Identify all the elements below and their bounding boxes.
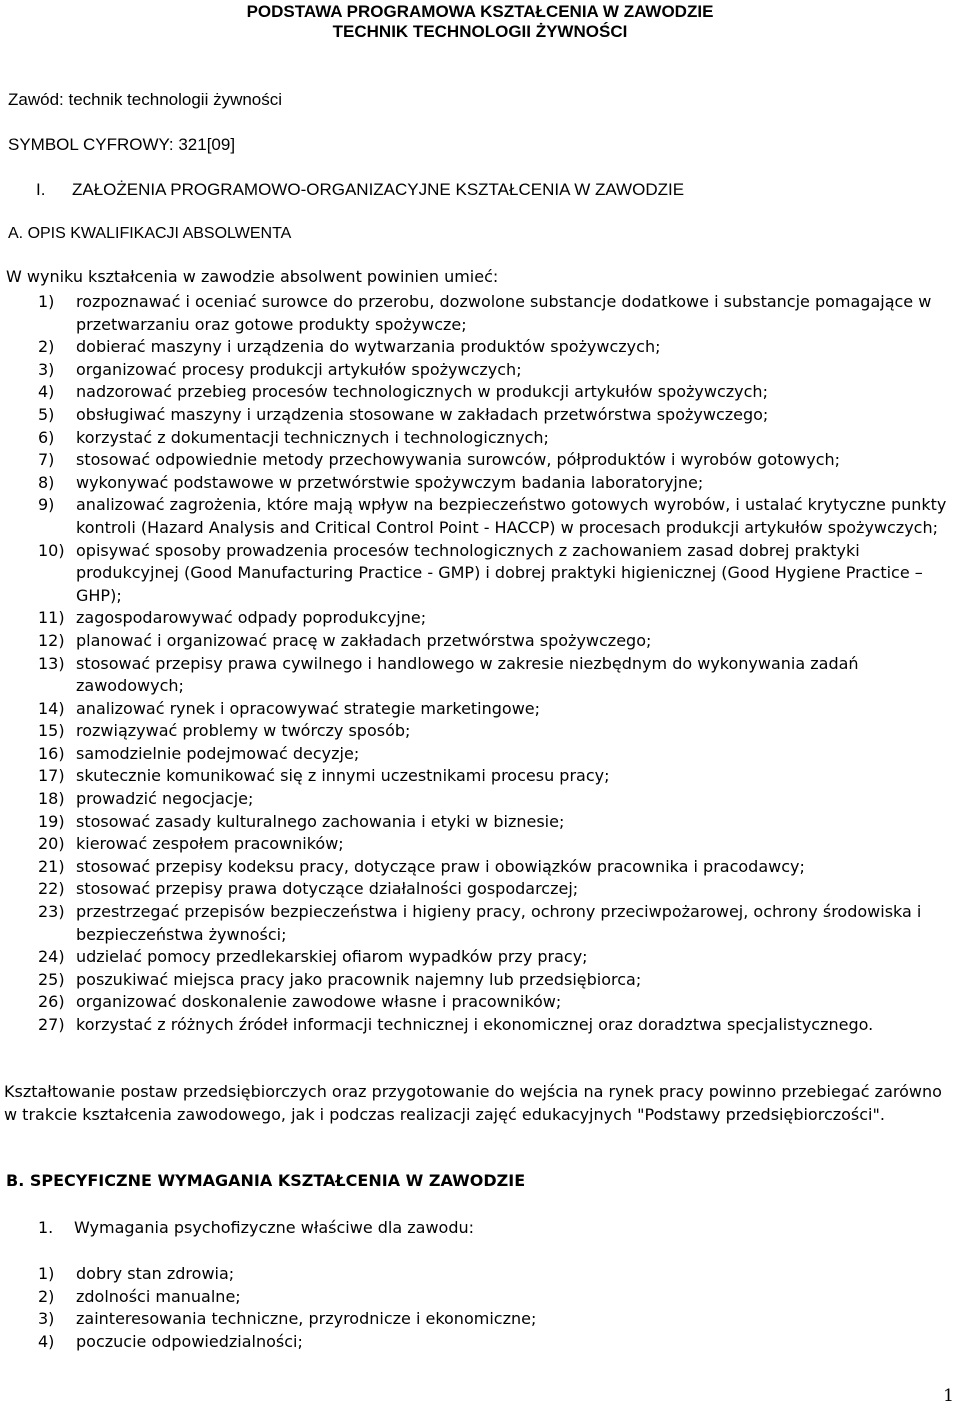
skill-item xyxy=(4,607,958,630)
skill-item xyxy=(4,698,958,721)
skill-item-number: 1) xyxy=(38,292,55,311)
skill-item xyxy=(4,946,958,969)
skill-item-text: korzystać z różnych źródeł informacji technicznej i ekonomicznej oraz doradztwa specjalistycznego. xyxy=(76,1015,874,1034)
skill-item xyxy=(4,472,958,495)
skill-item-text: stosować przepisy prawa cywilnego i handlowego w zakresie niezbędnym do wykonywania zadań zawodowych; xyxy=(76,653,859,696)
section-b-heading: B. SPECYFICZNE WYMAGANIA KSZTAŁCENIA W ZAWODZIE xyxy=(6,1171,526,1190)
skills-intro: W wyniku kształcenia w zawodzie absolwent powinien umieć: xyxy=(6,267,499,286)
skill-item-number: 19) xyxy=(38,811,65,831)
skill-item-text: udzielać pomocy przedlekarskiej ofiarom wypadków przy pracy; xyxy=(76,947,588,967)
requirement-item-number: 1) xyxy=(38,1264,55,1283)
skill-item xyxy=(4,878,958,901)
requirements-list xyxy=(4,1263,958,1353)
skill-item-number: 6) xyxy=(38,427,55,447)
skill-item xyxy=(4,743,958,766)
skill-item-text: organizować doskonalenie zawodowe własne i pracowników; xyxy=(76,992,562,1012)
skill-item-number: 18) xyxy=(38,789,65,809)
skill-item xyxy=(4,765,958,788)
skill-item-text: stosować odpowiednie metody przechowywania surowców, półproduktów i wyrobów gotowych; xyxy=(76,450,841,470)
skill-item xyxy=(4,404,958,427)
entrepreneurship-paragraph: Kształtowanie postaw przedsiębiorczych oraz przygotowanie do wejścia na rynek pracy powinno przebiegać zarówno w trakcie kształcenia zawodowego, jak i podczas realizacji zajęć edukacyjnych "Podstawy przedsiębiorczości". xyxy=(4,1082,942,1124)
skill-item-number: 8) xyxy=(38,472,55,492)
skill-item-text: stosować przepisy kodeksu pracy, dotyczące praw i obowiązków pracownika i pracodawcy; xyxy=(76,856,805,876)
skill-item-text: przestrzegać przepisów bezpieczeństwa i higieny pracy, ochrony przeciwpożarowej, ochrony środowiska i bezpieczeństwa żywności; xyxy=(76,902,922,944)
skill-item-text: opisywać sposoby prowadzenia procesów technologicznych z zachowaniem zasad dobrej praktyki produkcyjnej (Good Manufacturing Practice - GMP) i dobrej praktyki higienicznej (Good Hygiene Practice – GHP); xyxy=(76,540,923,605)
skill-item-text: kierować zespołem pracowników; xyxy=(76,834,344,854)
page-number: 1 xyxy=(943,1386,954,1406)
skill-item-number: 4) xyxy=(38,382,55,402)
skill-item-text: zagospodarowywać odpady poprodukcyjne; xyxy=(76,608,427,628)
skill-item xyxy=(4,811,958,834)
skill-item-text: analizować zagrożenia, które mają wpływ na bezpieczeństwo gotowych wyrobów, i ustalać krytyczne punkty kontroli (Hazard Analysis and Critical Control Point - HACCP) w procesach produkcji artykułów spożywczych; xyxy=(76,495,947,537)
skill-item-text: skutecznie komunikować się z innymi uczestnikami procesu pracy; xyxy=(76,766,610,786)
subsection-1-heading: Wymagania psychofizyczne właściwe dla zawodu: xyxy=(74,1218,475,1237)
document-title-line-1: PODSTAWA PROGRAMOWA KSZTAŁCENIA W ZAWODZIE xyxy=(246,2,714,21)
requirement-item-text: zdolności manualne; xyxy=(76,1286,241,1306)
skill-item-number: 21) xyxy=(38,856,65,876)
requirement-item xyxy=(4,1286,958,1309)
skill-item-text: rozwiązywać problemy w twórczy sposób; xyxy=(76,721,411,741)
skill-item xyxy=(4,540,958,608)
skill-item-number: 22) xyxy=(38,879,65,899)
requirement-item xyxy=(4,1308,958,1331)
skill-item-number: 2) xyxy=(38,337,55,357)
subsection-1-number: 1. xyxy=(38,1218,54,1237)
requirement-item-text: dobry stan zdrowia; xyxy=(76,1264,235,1283)
skill-item xyxy=(4,630,958,653)
requirement-item xyxy=(4,1331,958,1354)
skill-item-text: planować i organizować pracę w zakładach przetwórstwa spożywczego; xyxy=(76,630,652,650)
profession-line: Zawód: technik technologii żywności xyxy=(8,90,283,109)
section-1-heading: ZAŁOŻENIA PROGRAMOWO-ORGANIZACYJNE KSZTAŁCENIA W ZAWODZIE xyxy=(72,180,685,199)
skill-item-number: 27) xyxy=(38,1015,65,1034)
skill-item-number: 26) xyxy=(38,992,65,1012)
skill-item-number: 3) xyxy=(38,359,55,379)
skill-item-number: 11) xyxy=(38,608,65,628)
skill-item-text: organizować procesy produkcji artykułów spożywczych; xyxy=(76,359,522,379)
skill-item-text: analizować rynek i opracowywać strategie marketingowe; xyxy=(76,698,541,718)
skill-item xyxy=(4,336,958,359)
skill-item-number: 23) xyxy=(38,902,65,922)
skill-item-text: stosować zasady kulturalnego zachowania i etyki w biznesie; xyxy=(76,811,565,831)
skill-item-text: dobierać maszyny i urządzenia do wytwarzania produktów spożywczych; xyxy=(76,337,661,357)
skill-item-text: samodzielnie podejmować decyzje; xyxy=(76,743,360,763)
skill-item xyxy=(4,1014,958,1037)
skill-item-number: 9) xyxy=(38,495,55,515)
requirement-item-text: zainteresowania techniczne, przyrodnicze i ekonomiczne; xyxy=(76,1309,537,1329)
skill-item-number: 5) xyxy=(38,404,55,424)
section-1-number: I. xyxy=(36,180,46,199)
skill-item-text: rozpoznawać i oceniać surowce do przerobu, dozwolone substancje dodatkowe i substancje pomagające w przetwarzaniu oraz gotowe produkty spożywcze; xyxy=(76,292,932,334)
skill-item xyxy=(4,653,958,698)
section-a-heading: A. OPIS KWALIFIKACJI ABSOLWENTA xyxy=(8,225,292,242)
skill-item xyxy=(4,720,958,743)
symbol-line: SYMBOL CYFROWY: 321[09] xyxy=(8,135,236,154)
requirement-item-number: 2) xyxy=(38,1286,55,1306)
skill-item-number: 14) xyxy=(38,698,65,718)
skill-item xyxy=(4,901,958,946)
skill-item xyxy=(4,494,958,539)
requirement-item-number: 4) xyxy=(38,1331,55,1351)
skill-item-number: 25) xyxy=(38,969,65,989)
skill-item-number: 15) xyxy=(38,721,65,741)
skill-item xyxy=(4,381,958,404)
skill-item-text: nadzorować przebieg procesów technologicznych w produkcji artykułów spożywczych; xyxy=(76,382,768,402)
skill-item xyxy=(4,969,958,992)
skill-item-number: 20) xyxy=(38,834,65,854)
requirement-item-text: poczucie odpowiedzialności; xyxy=(76,1331,303,1351)
skill-item xyxy=(4,427,958,450)
skill-item-number: 13) xyxy=(38,653,65,673)
skill-item xyxy=(4,359,958,382)
skill-item xyxy=(4,291,958,336)
skill-item-number: 17) xyxy=(38,766,65,786)
skill-item-text: poszukiwać miejsca pracy jako pracownik najemny lub przedsiębiorca; xyxy=(76,969,642,989)
skills-list xyxy=(4,291,958,1037)
skill-item xyxy=(4,833,958,856)
skill-item-text: wykonywać podstawowe w przetwórstwie spożywczym badania laboratoryjne; xyxy=(76,472,704,492)
skill-item-text: korzystać z dokumentacji technicznych i technologicznych; xyxy=(76,427,549,447)
requirement-item-number: 3) xyxy=(38,1309,55,1329)
skill-item-number: 7) xyxy=(38,450,55,470)
skill-item-text: prowadzić negocjacje; xyxy=(76,789,254,809)
skill-item-number: 10) xyxy=(38,540,65,560)
skill-item-number: 16) xyxy=(38,743,65,763)
skill-item-text: stosować przepisy prawa dotyczące działalności gospodarczej; xyxy=(76,879,579,899)
skill-item xyxy=(4,856,958,879)
skill-item xyxy=(4,449,958,472)
skill-item xyxy=(4,788,958,811)
document-title-line-2: TECHNIK TECHNOLOGII ŻYWNOŚCI xyxy=(332,22,628,41)
skill-item-number: 12) xyxy=(38,630,65,650)
skill-item-number: 24) xyxy=(38,947,65,967)
skill-item xyxy=(4,991,958,1014)
skill-item-text: obsługiwać maszyny i urządzenia stosowane w zakładach przetwórstwa spożywczego; xyxy=(76,404,769,424)
requirement-item xyxy=(4,1263,958,1286)
